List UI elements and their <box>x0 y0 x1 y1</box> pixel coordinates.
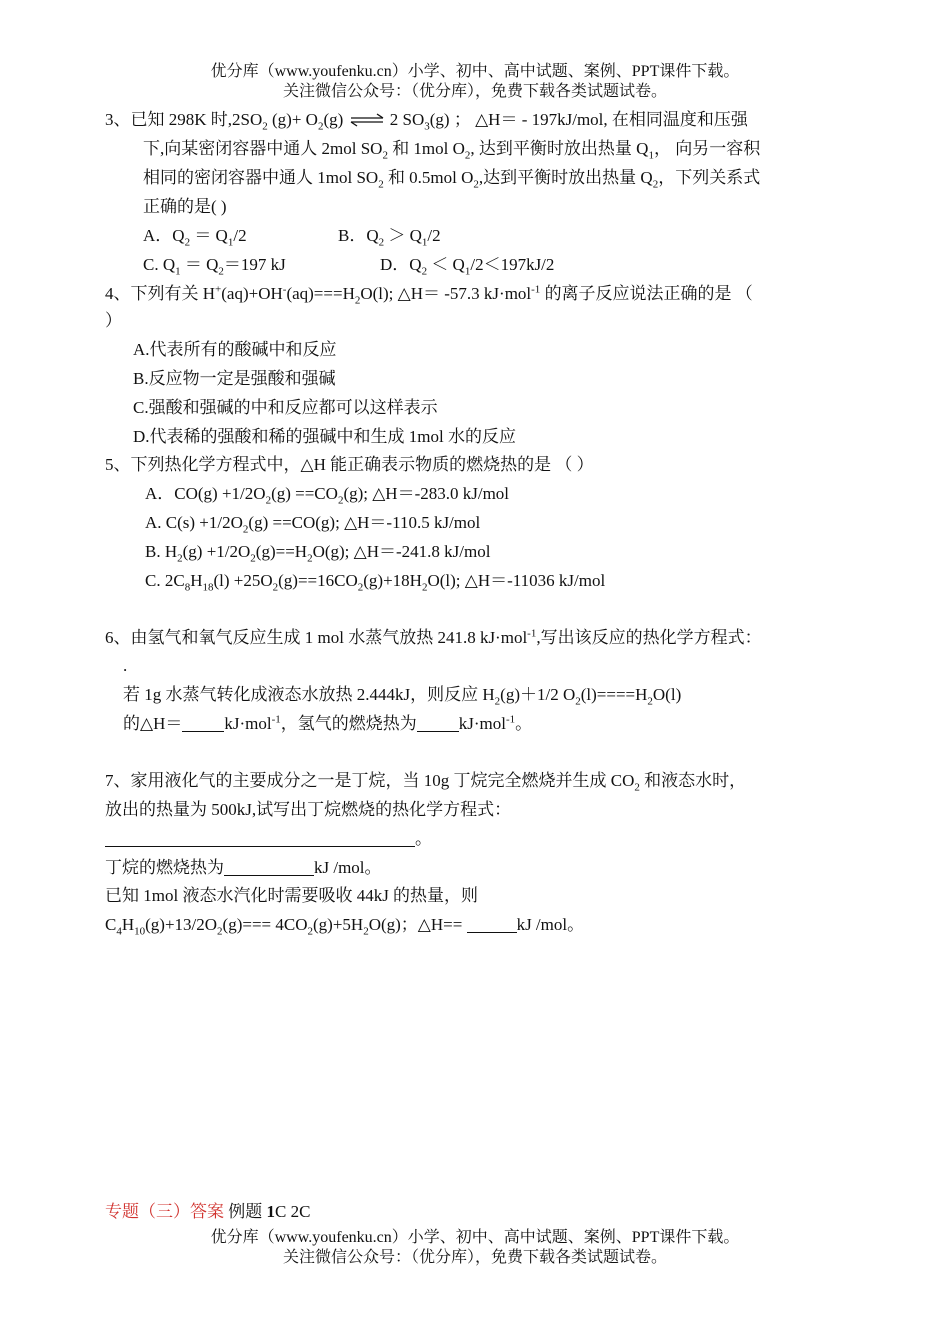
q7-line-4: 丁烷的燃烧热为 kJ /mol。 <box>105 858 382 877</box>
q5-option-1: A．$CO(g) +1/2O_2(g) ==CO_2(g)$; △H＝-283.0 kJ/mol <box>145 484 510 507</box>
delta-h-blank[interactable] <box>182 715 224 732</box>
q7-line-1: 7、家用液化气的主要成分之一是丁烷，当 10g 丁烷完全燃烧并生成 $CO_2$ 和液态水时， <box>105 771 747 794</box>
delta-h-gas-blank[interactable] <box>467 916 517 933</box>
q6-dot: . <box>123 656 128 675</box>
q4-option-b: B.反应物一定是强酸和强碱 <box>133 369 336 388</box>
q3-option-b: B．$Q_2 > Q_1/2$ <box>338 226 441 249</box>
header-line-2: 关注微信公众号：（优分库），免费下载各类试题试卷。 <box>282 83 667 100</box>
q6-line-3: 的△H＝ kJ·mol$^{-1}$，氢气的燃烧热为 kJ·mol$^{-1}$。 <box>123 713 533 733</box>
equation-answer-blank[interactable] <box>105 830 415 847</box>
q7-line-5: 已知 1mol 液态水汽化时需要吸收 44kJ 的热量，则 <box>105 886 479 905</box>
q3-option-c: C. $Q_1 = Q_2=197$ kJ <box>143 255 286 278</box>
q4-line-1: 4、下列有关 $H^+(aq)+OH^-(aq)===H_2O(l)$; △H＝ -57.3 kJ·mol$^{-1}$ 的离子反应说法正确的是 （ <box>105 283 753 307</box>
q5-option-3: B. $H_2(g) +1/2O_2(g)==H_2O(g)$; △H＝-241.8 kJ/mol <box>145 542 491 565</box>
butane-heat-blank[interactable] <box>224 859 314 876</box>
footer-line-1: 优分库（www.youfenku.cn）小学、初中、高中试题、案例、PPT课件下载。 <box>210 1229 740 1246</box>
q6-line-1: 6、由氢气和氧气反应生成 1 mol 水蒸气放热 241.8 kJ·mol$^{-1}$,写出该反应的热化学方程式： <box>105 627 762 647</box>
q4-option-c: C.强酸和强碱的中和反应都可以这样表示 <box>133 398 438 417</box>
footer-line-2: 关注微信公众号：（优分库），免费下载各类试题试卷。 <box>282 1249 667 1266</box>
q3-line-1: 3、已知 298K 时$,2SO_2$ $(g)+ O_2(g)$ 2 $SO_3(g)$ ； △H＝ - 197kJ/mol, 在相同温度和压强 <box>105 110 748 133</box>
combustion-heat-blank[interactable] <box>417 715 459 732</box>
q7-line-2: 放出的热量为 500kJ,试写出丁烷燃烧的热化学方程式： <box>105 800 512 819</box>
q3-line-2: 下,向某密闭容器中通人 2mol $SO_2$ 和 1mol $O_2$, 达到平衡时放出热量 $Q_1$， 向另一容积 <box>143 139 761 162</box>
q5-option-2: A. $C(s) +1/2O_2(g) ==CO(g)$; △H＝-110.5 kJ/mol <box>145 513 481 536</box>
q3-option-d: D．$Q_2 < Q_1/2<197kJ/2$ <box>380 255 555 278</box>
q4-option-a: A.代表所有的酸碱中和反应 <box>133 340 337 359</box>
q3-line-4: 正确的是( ) <box>143 197 227 216</box>
q5-stem: 5、下列热化学方程式中，△H 能正确表示物质的燃烧热的是 （ ） <box>105 455 594 474</box>
q3-line-3: 相同的密闭容器中通人 1mol $SO_2$ 和 0.5mol $O_2$,达到平衡时放出热量 $Q_2$，下列关系式 <box>143 168 761 191</box>
answers-line: 专题（三）答案 例题 1C 2C <box>105 1202 311 1221</box>
answers-label: 专题（三）答案 <box>105 1202 224 1221</box>
q4-line-2: ） <box>105 311 122 330</box>
q4-option-d: D.代表稀的强酸和稀的强碱中和生成 1mol 水的反应 <box>133 427 516 446</box>
q6-line-2: 若 1g 水蒸气转化成液态水放热 2.444kJ，则反应 $H_2(g)+1/2$ $O_2(l)====H_2O(l)$ <box>123 685 682 708</box>
q7-line-3: 。 <box>105 828 432 850</box>
q5-option-4: C. $2C_8H_{18}(l) +25O_2(g)==16CO_2(g)+18H_2O(l)$; △H＝-11036 kJ/mol <box>145 571 606 594</box>
equilibrium-arrows-icon <box>350 113 384 127</box>
q3-option-a: A．$Q_2 = Q_1/2$ <box>143 226 247 249</box>
header-line-1: 优分库（www.youfenku.cn）小学、初中、高中试题、案例、PPT课件下载。 <box>210 63 740 80</box>
q7-line-6: $C_4H_{10}(g)+13/2O_2(g)=== 4CO_2(g)+5H_2O(g)$；△H== kJ /mol。 <box>105 915 585 938</box>
